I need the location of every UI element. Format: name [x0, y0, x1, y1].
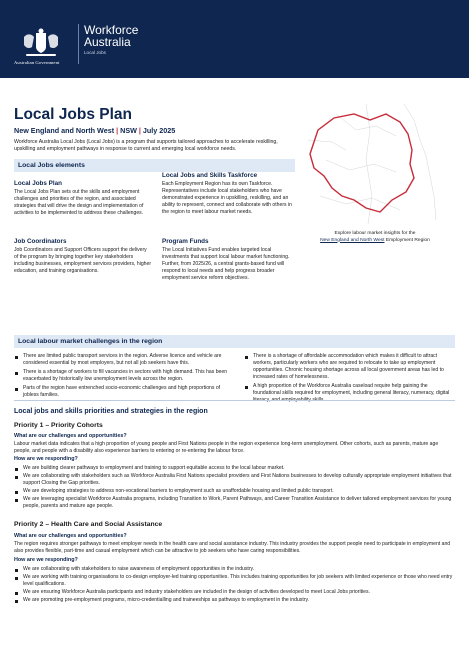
- priorities-heading: Local jobs and skills priorities and strategies in the region: [14, 408, 208, 415]
- intro-paragraph: Workforce Australia Local Jobs (Local Jobs) is a program that supports tailored approaches to accelerate reskilling, upskilling and employment pathways in response to current and emerging local workforce needs.: [14, 139, 278, 152]
- plan-heading: Local Jobs Plan: [14, 180, 62, 187]
- page-title: Local Jobs Plan: [14, 106, 133, 123]
- taskforce-heading: Local Jobs and Skills Taskforce: [162, 172, 258, 179]
- brand-line-3: Local Jobs: [84, 50, 106, 55]
- government-label: Australian Government: [14, 60, 60, 65]
- map-caption-text: Explore labour market insights for the: [334, 231, 416, 236]
- list-item: There is a shortage of workers to fill vacancies in sectors with high demand. This has been exacerbated by historically low unemployment levels across the region.: [14, 369, 232, 383]
- region-map: [296, 100, 456, 228]
- funds-text: The Local Initiatives Fund enables targeted local investments that support local labour market functioning. Further, from 2025/26, a central grants-based fund will respond to local needs and help progress broader employment service reform objectives.: [162, 247, 290, 281]
- challenges-heading: Local labour market challenges in the region: [14, 335, 455, 348]
- subtitle-separator: |: [116, 126, 119, 135]
- priority-1-title: Priority 1 – Priority Cohorts: [14, 422, 103, 429]
- list-item: We are ensuring Workforce Australia participants and industry stakeholders are included in the design of activities developed to meet Local Jobs priorities.: [14, 589, 455, 596]
- list-item: We are developing strategies to address non-vocational barriers to employment such as unaffordable housing and limited public transport.: [14, 488, 455, 495]
- list-item: There are limited public transport services in the region. Adverse licence and vehicle are considered essential by most employers, but not all job seekers have this.: [14, 353, 232, 367]
- priority-1-response-q: How are we responding?: [14, 456, 78, 462]
- priority-2-text: The region requires stronger pathways to meet employer needs in the health care and social assistance industry. This industry provides the support people need to participate in employment and also provides flexible, part-time and casual employment which can be attractive to job seekers who have caring responsibilities.: [14, 541, 451, 554]
- elements-heading: Local Jobs elements: [14, 159, 295, 172]
- header-band: [0, 0, 469, 78]
- plan-text: The Local Jobs Plan sets out the skills and employment challenges and priorities of the region, and associated strategies that will drive the design and implementation of activities to be implemented to address these challenges.: [14, 189, 144, 216]
- list-item: We are collaborating with stakeholders to raise awareness of employment opportunities in the industry.: [14, 566, 455, 573]
- priority-2-list: [14, 566, 455, 605]
- list-item: There is a shortage of affordable accommodation which makes it difficult to attract workers, particularly workers who are required to relocate to take up employment opportunities. Chronic housing shortage across all local government areas has led to increased rates of homelessness.: [244, 353, 455, 381]
- list-item: We are building clearer pathways to employment and training to support equitable access to the local labour market.: [14, 465, 455, 472]
- brand-line-2: Australia: [84, 35, 131, 49]
- subtitle-separator: |: [138, 126, 141, 135]
- list-item: Parts of the region have entrenched socio-economic challenges and high proportions of jobless families.: [14, 385, 232, 399]
- funds-heading: Program Funds: [162, 238, 209, 245]
- priority-1-text: Labour market data indicates that a high proportion of young people and First Nations people in the region experience long-term unemployment. Other cohorts, such as parents, mature age people, and people with a disability also experience barriers to entering or re-entering the labour force.: [14, 441, 439, 454]
- subtitle-state: NSW: [120, 126, 137, 135]
- logo-divider: [78, 24, 79, 64]
- map-caption: [300, 231, 450, 244]
- priority-2-response-q: How are we responding?: [14, 557, 78, 563]
- taskforce-text: Each Employment Region has its own Taskforce. Representatives include local stakeholders who have demonstrated experience in upskilling, reskilling, and an ability to represent, connect and collaborate with others in the region to meet labour market needs.: [162, 181, 292, 215]
- page-subtitle: [14, 126, 175, 135]
- challenges-list-right: [244, 353, 455, 406]
- priority-2-challenges-q: What are our challenges and opportunities?: [14, 533, 127, 539]
- challenges-list-left: [14, 353, 232, 401]
- subtitle-region: New England and North West: [14, 126, 115, 135]
- region-insights-link[interactable]: New England and North West: [320, 237, 385, 243]
- coordinators-text: Job Coordinators and Support Officers support the delivery of the program by bringing together key stakeholders including businesses, employment services providers, higher education, and training organisations.: [14, 247, 152, 274]
- map-caption-tail: Employment Region: [385, 237, 430, 243]
- coat-of-arms-icon: [14, 27, 68, 59]
- list-item: We are collaborating with stakeholders such as Workforce Australia First Nations specialist providers and First Nations businesses to develop culturally appropriate employment initiatives that support Closing the Gap priorities.: [14, 473, 455, 487]
- list-item: We are working with training organisations to co-design employer-led training opportunities. This includes training opportunities for job seekers with limited experience or those who need entry level qualifications.: [14, 574, 455, 588]
- priority-2-title: Priority 2 – Health Care and Social Assistance: [14, 521, 163, 528]
- section-divider: [14, 400, 455, 401]
- workforce-australia-logo: [84, 24, 138, 55]
- priority-1-challenges-q: What are our challenges and opportunities?: [14, 433, 127, 439]
- coordinators-heading: Job Coordinators: [14, 238, 67, 245]
- list-item: We are promoting pre-employment programs, micro-credentialling and traineeships as pathways to employment in the industry.: [14, 597, 455, 604]
- priority-1-list: [14, 465, 455, 511]
- subtitle-date: July 2025: [142, 126, 176, 135]
- list-item: A high proportion of the Workforce Australia caseload require help gaining the foundational skills required for employment, including general literacy, numeracy, digital: [244, 383, 455, 404]
- list-item: We are leveraging specialist Workforce Australia programs, including Transition to Work, Parent Pathways, and Career Transition Assistance to deliver tailored employment services for young people, parents and mature age people.: [14, 496, 455, 510]
- brand-line-1: Workforce: [84, 23, 139, 37]
